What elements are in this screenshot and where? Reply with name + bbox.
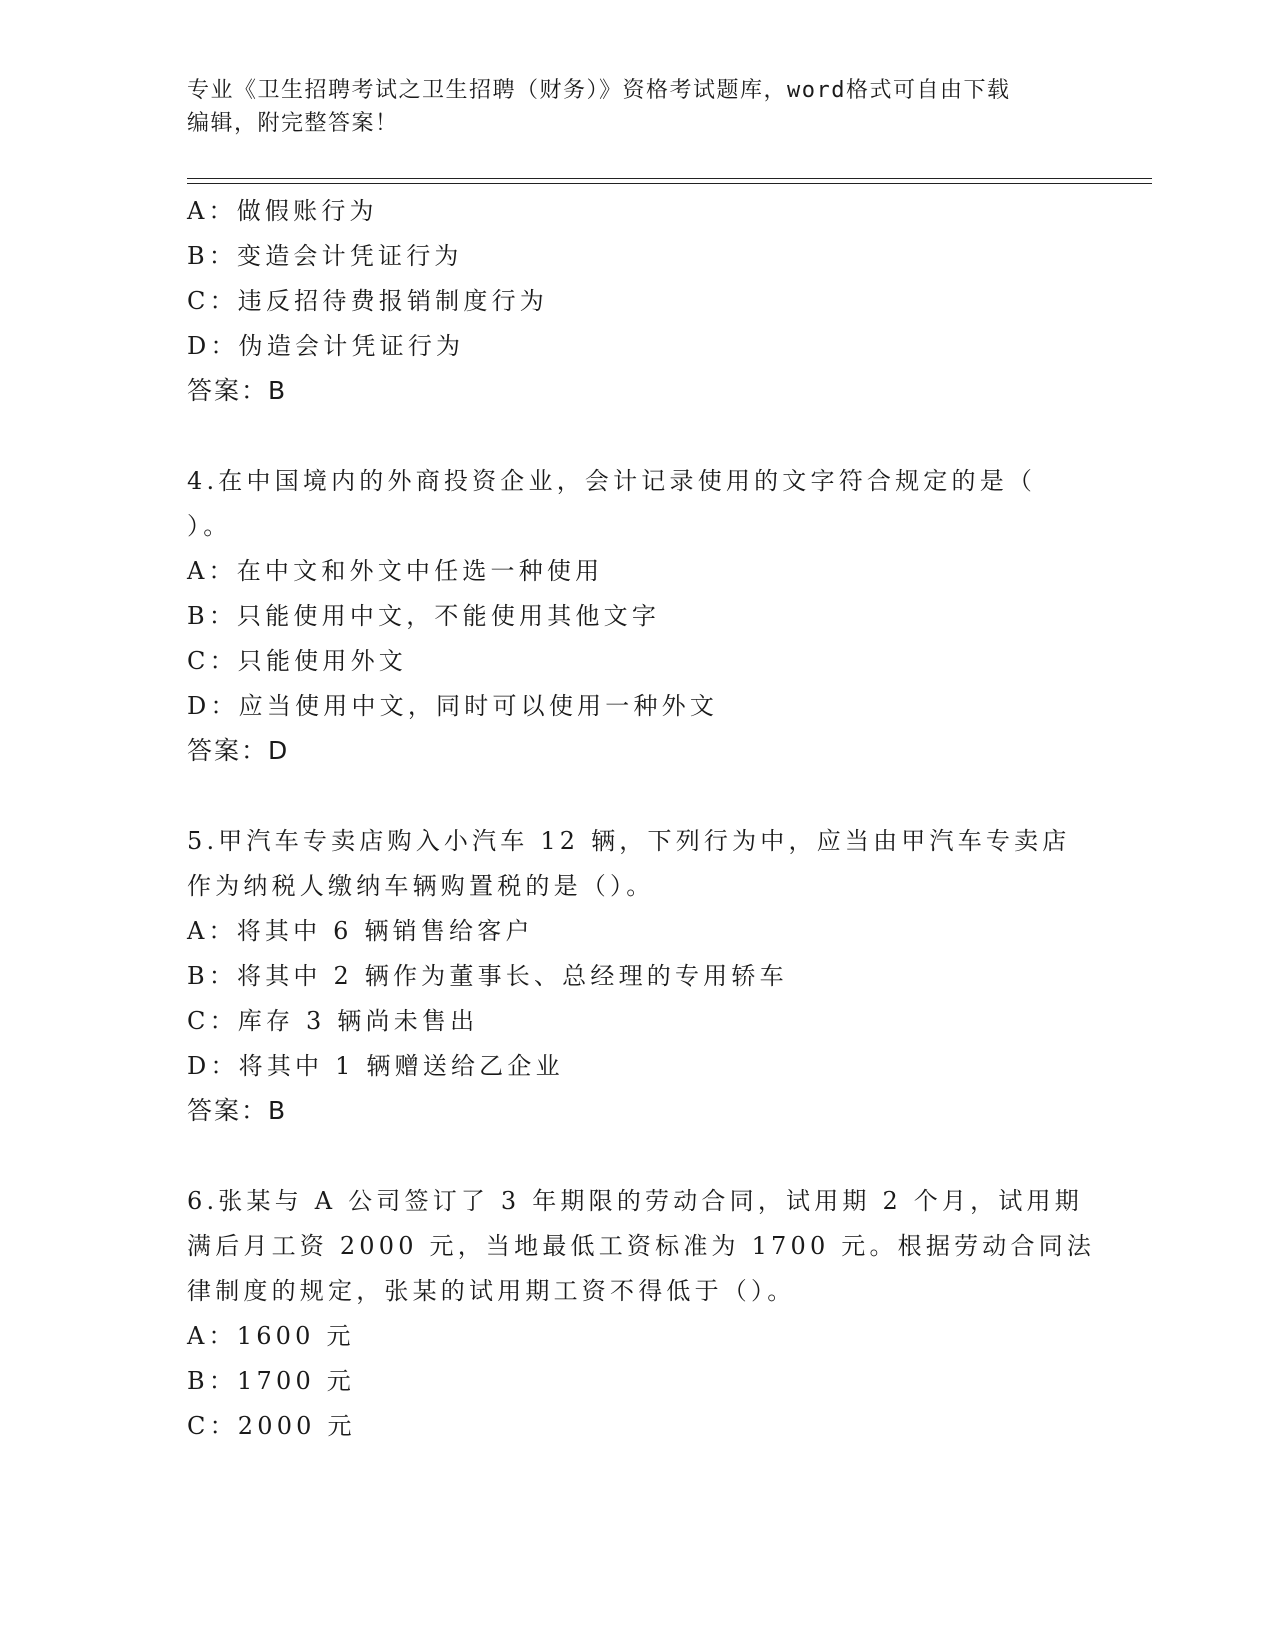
q4-option-b: B：只能使用中文，不能使用其他文字 [187, 602, 661, 630]
q6-option-c: C：2000 元 [187, 1412, 356, 1440]
q4-answer: 答案：D [187, 736, 290, 765]
q5-option-a: A：将其中 6 辆销售给客户 [187, 917, 534, 945]
q5-stem-line-2: 作为纳税人缴纳车辆购置税的是（）。 [187, 872, 655, 900]
q5-answer: 答案：B [187, 1096, 288, 1125]
q3-option-b: B：变造会计凭证行为 [187, 242, 463, 270]
q6-stem-line-1: 6.张某与 A 公司签订了 3 年期限的劳动合同，试用期 2 个月，试用期 [187, 1187, 1083, 1215]
q3-option-d: D：伪造会计凭证行为 [187, 332, 465, 360]
q5-option-d: D：将其中 1 辆赠送给乙企业 [187, 1052, 564, 1080]
header-text-post: 格式可自由下载 [846, 78, 1011, 103]
q3-option-a: A：做假账行为 [187, 197, 378, 225]
q6-stem-line-2: 满后月工资 2000 元，当地最低工资标准为 1700 元。根据劳动合同法 [187, 1232, 1096, 1260]
q6-option-b: B：1700 元 [187, 1367, 355, 1395]
q4-stem-line-2: ）。 [187, 512, 232, 540]
header-line-1 [187, 74, 1087, 107]
q6-stem-line-3: 律制度的规定，张某的试用期工资不得低于（）。 [187, 1277, 796, 1305]
q6-option-a: A：1600 元 [187, 1322, 355, 1350]
header-divider-secondary [187, 183, 1152, 184]
q5-stem-line-1: 5.甲汽车专卖店购入小汽车 12 辆，下列行为中，应当由甲汽车专卖店 [187, 827, 1071, 855]
document-header [187, 74, 1087, 140]
q4-option-a: A：在中文和外文中任选一种使用 [187, 557, 604, 585]
q4-option-d: D：应当使用中文，同时可以使用一种外文 [187, 692, 719, 720]
header-text-pre: 专业《卫生招聘考试之卫生招聘（财务）》资格考试题库， [187, 78, 788, 103]
q5-option-c: C：库存 3 辆尚未售出 [187, 1007, 479, 1035]
q4-stem-line-1: 4.在中国境内的外商投资企业，会计记录使用的文字符合规定的是（ [187, 467, 1037, 495]
header-text-word: word [787, 78, 846, 103]
header-divider [187, 178, 1152, 179]
q5-option-b: B：将其中 2 辆作为董事长、总经理的专用轿车 [187, 962, 788, 990]
header-line-2: 编辑，附完整答案！ [187, 111, 399, 136]
q3-answer: 答案：B [187, 376, 288, 405]
q4-option-c: C：只能使用外文 [187, 647, 407, 675]
q3-option-c: C：违反招待费报销制度行为 [187, 287, 548, 315]
